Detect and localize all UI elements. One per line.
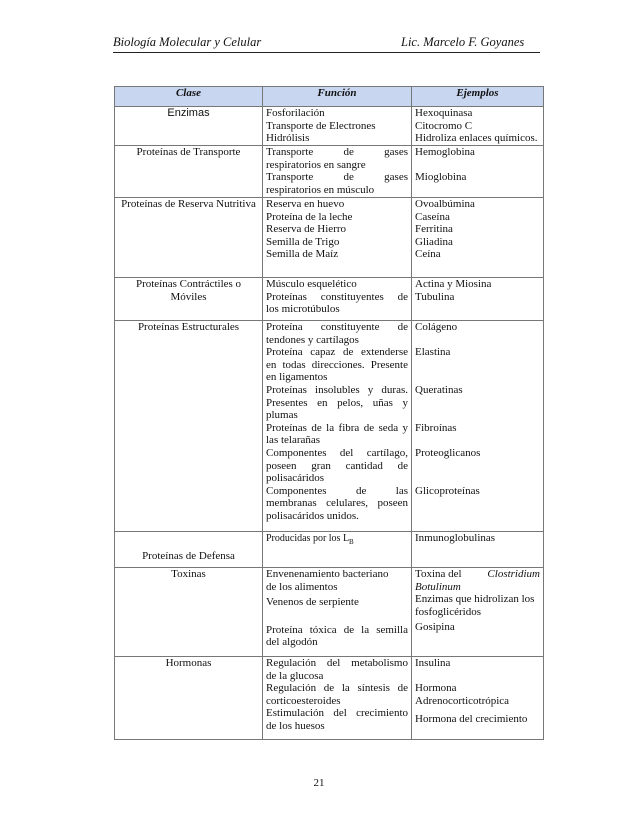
ejemplo-line: Glicoproteínas [415,484,480,497]
funcion-line: Proteína capaz de extenderse [266,346,408,359]
ejemplo-line: Queratinas [415,383,463,396]
ejemplo-line: Enzimas que hidrolizan los [415,593,535,606]
funcion-line: Estimulación del crecimiento [266,707,408,720]
funcion-text: Producidas por los L [266,533,350,544]
table-row [115,146,544,198]
funcion-line: Envenenamiento bacteriano [266,568,389,580]
ejemplos-cell [412,107,544,146]
funcion-line: Fosforilación [266,107,325,119]
ejemplo-line: Actina y Miosina [415,278,492,290]
funcion-line: Regulación del metabolismo [266,657,408,669]
funcion-cell [263,107,412,146]
ejemplos-cell [412,321,544,532]
header-right: Lic. Marcelo F. Goyanes [401,35,525,49]
funcion-line: respiratorios en músculo [266,183,375,196]
funcion-line: Componentes de las [266,484,408,497]
table-row [115,532,544,568]
ejemplo-line: Gosipina [415,621,455,634]
clase-cell: Proteínas de Defensa [115,532,263,568]
funcion-line: Transporte de gases [266,171,408,184]
ejemplo-line [415,568,540,581]
table-row [115,107,544,146]
ejemplo-line: Hexoquinasa [415,107,473,119]
funcion-line: Músculo esquelético [266,278,357,290]
funcion-line: Transporte de Electrones [266,119,376,132]
funcion-cell [263,321,412,532]
clase-cell: Proteínas de Transporte [115,146,263,198]
funcion-line: Componentes del cartílago, [266,446,408,459]
funcion-cell [263,532,412,568]
clase-cell: Proteínas Contráctiles o Móviles [115,278,263,321]
funcion-line: los microtúbulos [266,303,340,316]
ejemplo-line: Proteoglicanos [415,446,481,459]
ejemplo-line: Fibroínas [415,421,457,434]
ejemplo-line: Hidroliza enlaces químicos. [415,132,538,145]
funcion-cell [263,146,412,198]
ejemplo-line: Adrenocorticotrópica [415,694,510,707]
table-header-row [115,87,544,107]
funcion-line: Reserva de Hierro [266,223,347,236]
clase-cell: Toxinas [115,568,263,657]
funcion-line: Proteínas constituyentes de [266,290,408,303]
ejemplos-cell [412,568,544,657]
ejemplo-line: Ceína [415,248,441,261]
ejemplo-line: Colágeno [415,321,458,333]
funcion-line: Proteína constituyente de [266,321,408,333]
clase-cell [115,107,263,146]
funcion-line: de la glucosa [266,669,324,682]
funcion-line: Proteínas de la fibra de seda y [266,421,408,434]
clase-label: Enzimas [167,107,210,119]
funcion-cell [263,198,412,278]
funcion-line: del algodón [266,636,318,649]
clase-cell: Hormonas [115,657,263,740]
ejemplo-line: Caseína [415,210,450,223]
funcion-line: las telarañas [266,434,321,447]
header-left: Biología Molecular y Celular [113,35,262,49]
funcion-subscript: B [349,538,354,547]
ejemplo-line: Insulina [415,657,451,669]
ejemplo-line: Hemoglobina [415,146,475,158]
funcion-line: Semilla de Trigo [266,235,340,248]
table-row [115,568,544,657]
proteins-table [114,86,544,740]
funcion-line: tendones y cartílagos [266,333,359,346]
ejemplos-cell [412,146,544,198]
funcion-line: polisacáridos unidos. [266,509,359,522]
ejemplo-line: Inmunoglobulinas [415,532,496,544]
column-header-clase: Clase [115,87,263,107]
funcion-line: Proteínas insolubles y duras. [266,383,408,396]
ejemplo-line: fosfoglicéridos [415,605,481,618]
ejemplos-cell [412,657,544,740]
funcion-line: de los alimentos [266,580,338,593]
ejemplos-cell [412,278,544,321]
funcion-line: Hidrólisis [266,132,310,145]
clase-cell: Proteínas de Reserva Nutritiva [115,198,263,278]
column-header-ejemplos: Ejemplos [412,87,544,107]
funcion-line: poseen gran cantidad de [266,459,408,472]
funcion-line: Regulación de la síntesis de [266,682,408,695]
funcion-cell [263,568,412,657]
funcion-cell [263,657,412,740]
funcion-line: Semilla de Maíz [266,248,339,261]
column-header-funcion: Función [263,87,412,107]
funcion-line: Transporte de gases [266,146,408,158]
funcion-line: de los huesos [266,719,325,732]
clase-cell: Proteínas Estructurales [115,321,263,532]
ejemplo-species: Clostridium [487,568,540,580]
header-divider [113,52,540,53]
funcion-line: en ligamentos [266,371,328,384]
funcion-line: polisacáridos [266,472,325,485]
funcion-line: respiratorios en sangre [266,158,366,171]
table-row [115,198,544,278]
funcion-cell [263,278,412,321]
ejemplos-cell [412,532,544,568]
funcion-line: plumas [266,409,298,422]
table-row [115,657,544,740]
page-number: 21 [313,777,325,789]
ejemplo-line: Citocromo C [415,119,473,132]
funcion-line: membranas celulares, poseen [266,497,408,510]
ejemplo-line: Hormona del crecimiento [415,713,528,726]
table-row [115,278,544,321]
ejemplo-line: Tubulina [415,290,455,303]
ejemplo-line: Mioglobina [415,171,467,184]
ejemplos-cell [412,198,544,278]
funcion-line: Venenos de serpiente [266,596,359,609]
funcion-line: Proteína de la leche [266,210,353,223]
ejemplo-line: Ovoalbúmina [415,198,475,210]
ejemplo-line: Ferritina [415,223,453,236]
ejemplo-line: Gliadina [415,235,453,248]
ejemplo-line: Hormona [415,682,457,695]
funcion-line: Presentes en pelos, uñas y [266,396,408,409]
funcion-line: en todas direcciones. Presente [266,358,408,371]
ejemplo-species: Botulinum [415,580,461,593]
ejemplo-line: Elastina [415,346,451,359]
ejemplo-text: Toxina del [415,568,462,580]
table-row [115,321,544,532]
funcion-line: corticoesteroides [266,694,341,707]
funcion-line: Reserva en huevo [266,198,345,210]
funcion-line: Proteína tóxica de la semilla [266,623,408,636]
